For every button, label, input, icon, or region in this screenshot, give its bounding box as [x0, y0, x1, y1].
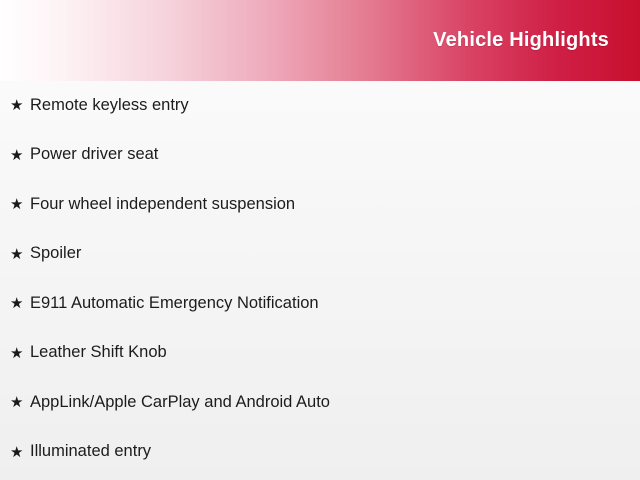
star-icon: ★	[10, 245, 24, 263]
highlight-label: Remote keyless entry	[30, 95, 189, 114]
star-icon: ★	[10, 196, 24, 214]
highlight-label: AppLink/Apple CarPlay and Android Auto	[30, 392, 330, 411]
list-item	[0, 329, 640, 379]
list-item	[0, 180, 640, 230]
star-icon: ★	[10, 295, 24, 313]
star-icon: ★	[10, 394, 24, 412]
highlight-label: Illuminated entry	[30, 442, 152, 461]
star-icon: ★	[10, 443, 24, 461]
highlight-label: E911 Automatic Emergency Notification	[30, 293, 319, 312]
star-icon: ★	[10, 146, 24, 164]
list-item	[0, 279, 640, 329]
highlight-label: Four wheel independent suspension	[30, 194, 296, 213]
list-item	[0, 428, 640, 478]
list-item	[0, 230, 640, 280]
page-title: Vehicle Highlights	[433, 29, 609, 51]
star-icon: ★	[10, 344, 24, 362]
highlight-label: Spoiler	[30, 244, 82, 263]
list-item	[0, 131, 640, 181]
star-icon: ★	[10, 97, 24, 115]
page-header	[0, 0, 640, 81]
highlights-list	[0, 81, 640, 477]
highlight-label: Power driver seat	[30, 145, 159, 164]
highlight-label: Leather Shift Knob	[30, 343, 167, 362]
list-item	[0, 378, 640, 428]
list-item	[0, 81, 640, 131]
